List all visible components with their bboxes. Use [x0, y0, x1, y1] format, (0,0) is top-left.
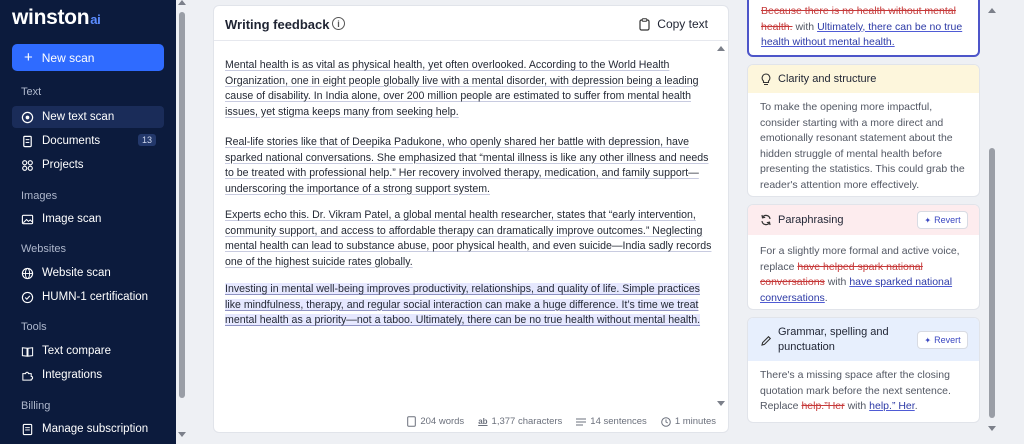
paraphrasing-body: For a slightly more formal and active voice, replace have helped spark national conversations with have sparked national conversations.: [760, 245, 960, 304]
sidebar-item-label: Text compare: [42, 345, 112, 357]
editor-scroll-down-arrow[interactable]: [717, 401, 725, 406]
logo[interactable]: [12, 6, 100, 30]
section-label-websites: Websites: [21, 243, 67, 255]
sidebar: [0, 0, 176, 444]
info-icon[interactable]: i: [332, 17, 345, 30]
lines-icon: [576, 418, 586, 426]
paraphrasing-revert-button[interactable]: ✦ Revert: [917, 211, 968, 229]
image-icon: [20, 212, 34, 226]
page-scroll-down-arrow[interactable]: [178, 432, 186, 437]
sidebar-item-label: Manage subscription: [42, 423, 149, 435]
sparkle-icon: ✦: [924, 335, 932, 345]
section-label-images: Images: [21, 190, 58, 202]
clarity-structure-card[interactable]: [747, 64, 980, 197]
sidebar-item-documents[interactable]: [12, 130, 164, 152]
sidebar-item-new-text-scan[interactable]: [12, 106, 164, 128]
copy-text-button[interactable]: [639, 17, 708, 31]
grammar-revert-button[interactable]: ✦ Revert: [917, 331, 968, 349]
document-icon: [407, 416, 416, 427]
documents-count-badge: 13: [138, 134, 156, 146]
paraphrasing-card[interactable]: [747, 204, 980, 310]
writing-feedback-card: [213, 5, 729, 433]
new-scan-label: New scan: [41, 50, 95, 65]
paragraph-1[interactable]: Mental health is as vital as physical health, yet often overlooked. According to the World Health Organization, one in eight people globally live with a mental disorder, with depression being a leading cause of disability. In India alone, over 200 million people are estimated to suffer from mental health issues, yet stigma keeps many from seeking help.: [225, 59, 699, 118]
characters-icon: ab: [478, 417, 488, 426]
sparkle-icon: ✦: [924, 215, 932, 225]
sidebar-item-label: Image scan: [42, 213, 102, 225]
sentence-count: 14 sentences: [576, 416, 647, 427]
paragraph-2[interactable]: Real-life stories like that of Deepika Padukone, who openly shared her battle with depression, have sparked national conversations. She emphasized that “mental illness is like any other illness and needs to be treated with professional help.” Her recovery involved therapy, medication, and family support—underscoring the importance of a strong support system.: [225, 136, 709, 195]
puzzle-icon: [20, 368, 34, 382]
grammar-body: There's a missing space after the closing quotation mark before the next sentence. Replace help.”Her with help.” Her.: [760, 369, 951, 412]
section-label-text: Text: [21, 86, 42, 98]
card-header: [214, 6, 728, 41]
sidebar-item-label: HUMN-1 certification: [42, 291, 149, 303]
grid-icon: [20, 158, 34, 172]
sidebar-item-integrations[interactable]: [12, 364, 164, 386]
selected-suggestion-body: Because there is no health without mental health. with Ultimately, there can be no true health without mental health.: [761, 5, 963, 48]
clarity-header: [748, 65, 979, 93]
paragraph-3[interactable]: Experts echo this. Dr. Vikram Patel, a global mental health researcher, states that “early intervention, community support, and access to affordable therapy can dramatically improve outcomes.” Neglecting mental health can lead to substance abuse, poor physical health, and even suicide—India sadly records one of the highest suicide rates globally.: [225, 209, 712, 268]
globe-icon: [20, 266, 34, 280]
document-stats: [407, 416, 716, 427]
sidebar-item-manage-subscription[interactable]: [12, 418, 164, 440]
lightbulb-icon: [760, 73, 772, 86]
sidebar-item-humn1-certification[interactable]: [12, 286, 164, 308]
paraphrasing-title: Paraphrasing: [778, 214, 844, 226]
book-icon: [20, 344, 34, 358]
sidebar-item-label: Projects: [42, 159, 84, 171]
panel-scroll-down-arrow[interactable]: [988, 426, 996, 431]
sidebar-item-projects[interactable]: [12, 154, 164, 176]
receipt-icon: [20, 422, 34, 436]
paragraph-4-highlighted[interactable]: Investing in mental well-being improves productivity, relationships, and quality of life. Simple practices like mindfulness, therapy, and regular social interaction can make a huge difference. It’s time we treat mental health as a priority—not a taboo. Ultimately, there can be no true health without mental health.: [225, 283, 701, 326]
sidebar-item-label: Integrations: [42, 369, 103, 381]
logo-suffix: ai: [90, 12, 101, 27]
logo-text: winston: [12, 6, 90, 29]
sidebar-item-label: Website scan: [42, 267, 111, 279]
word-count: 204 words: [407, 416, 464, 427]
clipboard-icon: [639, 18, 650, 31]
sidebar-item-website-scan[interactable]: [12, 262, 164, 284]
clarity-body: To make the opening more impactful, consider starting with a more direct and emotionally resonant statement about the hidden struggle of mental health before presenting the statistics. This could grab the reader's attention more effectively.: [760, 101, 965, 191]
grammar-card[interactable]: [747, 317, 980, 423]
reading-time: 1 minutes: [661, 416, 716, 427]
section-label-billing: Billing: [21, 400, 51, 412]
check-circle-icon: [20, 290, 34, 304]
page-scroll-up-arrow[interactable]: [178, 0, 186, 5]
panel-scroll-up-arrow[interactable]: [988, 8, 996, 13]
document-icon: [20, 134, 34, 148]
page-scrollbar-thumb[interactable]: [179, 12, 185, 398]
refresh-icon: [760, 214, 772, 226]
copy-text-label: Copy text: [657, 17, 708, 31]
grammar-title: Grammar, spelling and punctuation: [778, 326, 889, 353]
pencil-icon: [760, 335, 772, 347]
card-title: Writing feedback: [225, 17, 330, 32]
target-icon: [20, 110, 34, 124]
character-count: ab 1,377 characters: [478, 416, 563, 427]
panel-scrollbar-thumb[interactable]: [989, 148, 995, 418]
sidebar-item-text-compare[interactable]: [12, 340, 164, 362]
sidebar-item-label: Documents: [42, 135, 101, 147]
new-scan-button[interactable]: [12, 44, 164, 71]
section-label-tools: Tools: [21, 321, 47, 333]
sidebar-item-label: New text scan: [42, 111, 115, 123]
clarity-title: Clarity and structure: [778, 73, 877, 85]
suggestion-card-selected[interactable]: [747, 0, 980, 57]
sidebar-item-image-scan[interactable]: [12, 208, 164, 230]
editor-scroll-up-arrow[interactable]: [717, 46, 725, 51]
clock-icon: [661, 417, 671, 427]
plus-icon: +: [24, 49, 33, 66]
